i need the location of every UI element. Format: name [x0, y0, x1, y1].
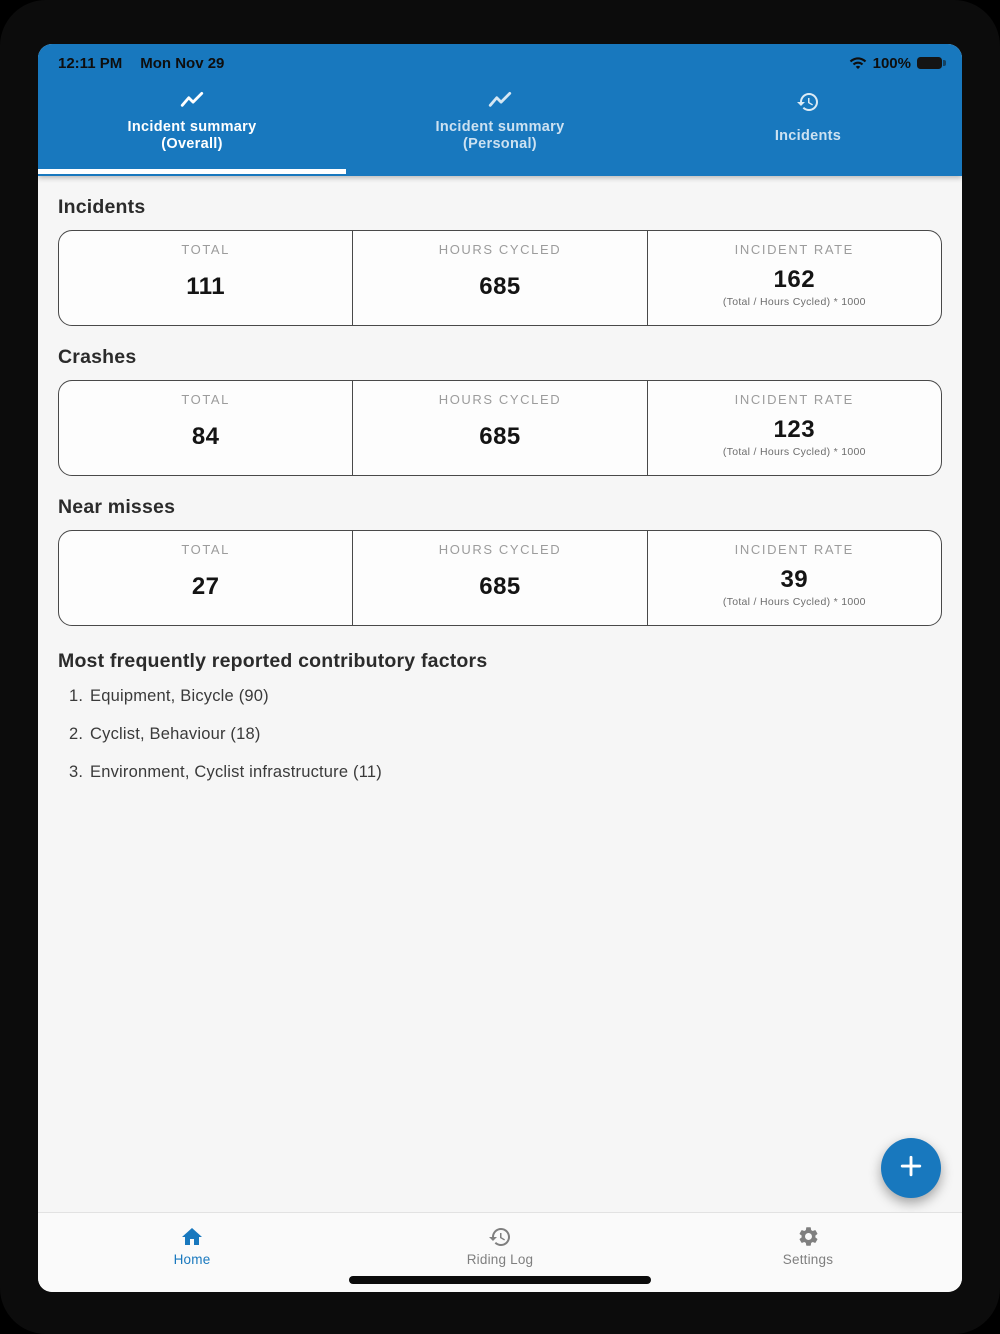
- stat-cell-hours: [352, 531, 646, 625]
- stat-value-rate: 39: [780, 566, 809, 593]
- trending-chart-icon: [487, 90, 513, 114]
- stat-cell-hours: [352, 381, 646, 475]
- rate-formula-note: (Total / Hours Cycled) * 1000: [722, 296, 866, 308]
- wifi-icon: [849, 56, 867, 70]
- stat-cell-hours: [352, 231, 646, 325]
- tab-incident-summary-overall[interactable]: [38, 74, 346, 176]
- near-misses-stat-table: [58, 530, 942, 626]
- stat-cell-total: [59, 381, 352, 475]
- stat-value-total: 111: [186, 273, 226, 300]
- status-bar: [38, 44, 962, 74]
- stat-cell-rate: [647, 231, 941, 325]
- stat-header: INCIDENT RATE: [734, 542, 854, 557]
- app-screen: [38, 44, 962, 1292]
- status-date: Mon Nov 29: [140, 54, 225, 72]
- stat-value-rate: 123: [773, 416, 816, 443]
- factor-item: 3. Environment, Cyclist infrastructure (11): [88, 763, 942, 782]
- stat-header: HOURS CYCLED: [438, 242, 562, 257]
- factor-item: 2. Cyclist, Behaviour (18): [88, 725, 942, 744]
- stat-header: INCIDENT RATE: [734, 392, 854, 407]
- stat-cell-rate: [647, 381, 941, 475]
- incidents-stat-table: [58, 230, 942, 326]
- rate-formula-note: (Total / Hours Cycled) * 1000: [722, 446, 866, 458]
- stat-header: HOURS CYCLED: [438, 542, 562, 557]
- nav-item-home[interactable]: [38, 1213, 346, 1292]
- tab-label-line1: Incident summary: [435, 119, 565, 135]
- add-incident-fab[interactable]: [881, 1138, 941, 1198]
- stat-cell-total: [59, 531, 352, 625]
- battery-percent: 100%: [872, 54, 911, 72]
- stat-header: TOTAL: [181, 242, 231, 257]
- active-tab-indicator: [38, 169, 346, 174]
- nav-label: Home: [173, 1252, 211, 1267]
- section-title-crashes: Crashes: [58, 346, 137, 368]
- nav-item-settings[interactable]: [654, 1213, 962, 1292]
- trending-chart-icon: [179, 90, 205, 114]
- stat-value-total: 84: [191, 423, 220, 450]
- tab-label-line2: (Personal): [463, 136, 537, 152]
- tab-label-line2: (Overall): [161, 136, 223, 152]
- rate-formula-note: (Total / Hours Cycled) * 1000: [722, 596, 866, 608]
- stat-header: INCIDENT RATE: [734, 242, 854, 257]
- stat-value-hours: 685: [479, 573, 521, 600]
- stat-value-hours: 685: [479, 423, 521, 450]
- stat-cell-rate: [647, 531, 941, 625]
- main-content: [38, 196, 962, 782]
- status-time: 12:11 PM: [58, 54, 123, 72]
- stat-value-total: 27: [191, 573, 220, 600]
- stat-cell-total: [59, 231, 352, 325]
- factors-title: Most frequently reported contributory factors: [58, 650, 488, 672]
- battery-icon: [917, 57, 942, 69]
- tab-label-line1: Incident summary: [127, 119, 257, 135]
- stat-header: TOTAL: [181, 392, 231, 407]
- factor-item: 1. Equipment, Bicycle (90): [88, 687, 942, 706]
- tab-bar: [38, 74, 962, 176]
- stat-header: TOTAL: [181, 542, 231, 557]
- app-header: [38, 44, 962, 176]
- tab-incidents[interactable]: [654, 74, 962, 176]
- section-title-incidents: Incidents: [58, 196, 146, 218]
- nav-label: Riding Log: [466, 1252, 534, 1267]
- home-indicator-bar[interactable]: [349, 1276, 651, 1284]
- plus-icon: [896, 1151, 926, 1186]
- home-icon: [180, 1225, 204, 1249]
- tab-label-line1: Incidents: [774, 127, 842, 144]
- tab-incident-summary-personal[interactable]: [346, 74, 654, 176]
- factors-list: [88, 687, 942, 782]
- section-title-near-misses: Near misses: [58, 496, 176, 518]
- gear-icon: [797, 1225, 820, 1249]
- stat-value-rate: 162: [773, 266, 816, 293]
- stat-header: HOURS CYCLED: [438, 392, 562, 407]
- crashes-stat-table: [58, 380, 942, 476]
- stat-value-hours: 685: [479, 273, 521, 300]
- nav-label: Settings: [782, 1252, 834, 1267]
- history-clock-icon: [796, 90, 820, 114]
- history-clock-icon: [488, 1225, 512, 1249]
